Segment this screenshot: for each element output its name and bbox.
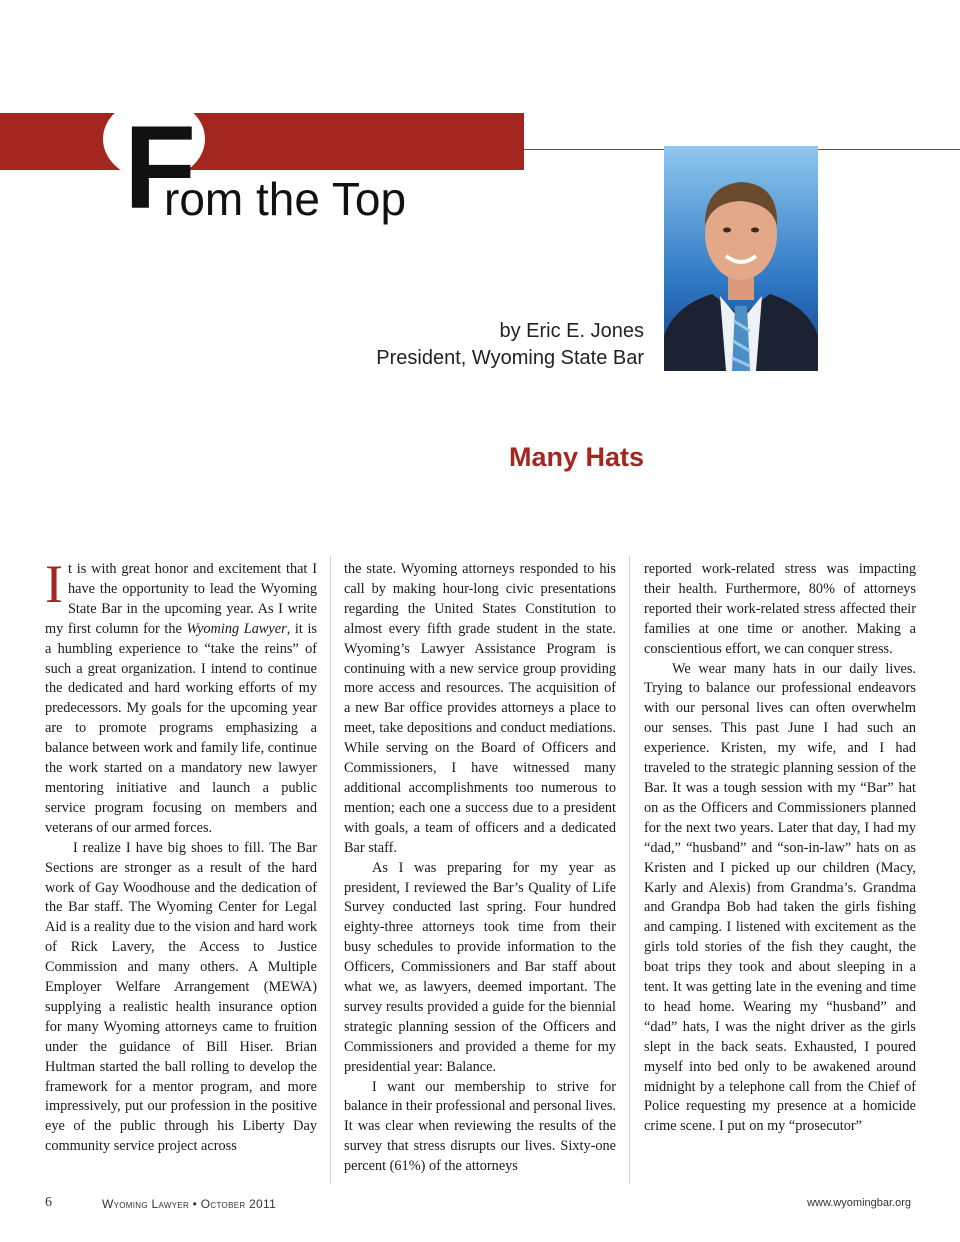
column-divider — [330, 556, 331, 1184]
byline-role: President, Wyoming State Bar — [376, 347, 644, 369]
page-number: 6 — [45, 1195, 52, 1210]
text-column-3 — [644, 560, 916, 1137]
paragraph: the state. Wyoming attorneys responded to his call by making hour-long civic presentations regarding the United States Constitution to almost every fifth grade student in the state. Wyoming’s Lawyer Assistance Program is continuing with a new service group providing more access and resources. The acquisition of a new Bar office provides attorneys a place to meet, take depositions and conduct mediations. While serving on the Board of Officers and Commissioners, I have witnessed many additional accomplishments too numerous to mention; each one a success due to a president with goals, a team of officers and a dedicated Bar staff. — [344, 561, 616, 856]
paragraph: We wear many hats in our daily lives. Trying to balance our professional endeavors with our personal lives can often overwhelm our senses. This past June I had such an experience. Kristen, my wife, and I had traveled to the strategic planning session of the Bar. It was a tough session with my “Bar” hat on as the Officers and Commissioners planned for the next two years. Later that day, I had my “dad,” “husband” and “son-in-law” hats on as Kristen and I picked up our children (Macy, Karly and Alexis) from Grandma’s. Grandma and Grandpa Bob had taken the girls fishing and camping. I listened with excitement as the girls told stories of the fish they caught, the boat trips they took and about sleeping in a tent. It was getting late in the evening and time to head home. Wearing my “husband” and “dad” hats, I was the night driver as the girls slept in the back seats. Exhausted, I poured myself into bed only to be awakened around midnight by a telephone call from the Chief of Police requesting my presence at a homicide crime scene. I put on my “prosecutor” — [644, 660, 916, 1135]
article-title: Many Hats — [508, 442, 644, 472]
header-red-band — [0, 113, 524, 170]
paragraph: As I was preparing for my year as president, I reviewed the Bar’s Quality of Life Survey conducted last spring. Four hundred eighty-three attorneys took time from their busy schedules to provide information to the Officers, Commissioners and Bar staff about what we, as lawyers, deemed important. The survey results provided a guide for the biennial strategic planning session of the Officers and Commissioners and provided a theme for my presidential year: Balance. — [344, 859, 616, 1075]
publication-name: Wyoming Lawyer — [186, 620, 287, 637]
author-portrait-icon — [664, 146, 818, 371]
author-photo — [664, 146, 818, 371]
page-title: rom the Top — [164, 173, 407, 225]
byline-author: by Eric E. Jones — [499, 320, 644, 342]
drop-cap: I — [45, 554, 63, 614]
page-footer — [0, 1195, 960, 1213]
paragraph: I realize I have big shoes to fill. The Bar Sections are stronger as a result of the hard work of Gay Woodhouse and the dedication of the Bar staff. The Wyoming Center for Legal Aid is a reality due to the vision and hard work of Rick Lavery, the Access to Justice Commission and many others. A Multiple Employer Welfare Arrangement (MEWA) supplying a realistic health insurance option for many Wyoming attorneys came to fruition under the guidance of Bill Hiser. Brian Hultman started the ball rolling to develop the framework for a mentor program, and more impressively, put our profession in the positive eye of the public through his Liberty Day community service project across — [45, 839, 317, 1155]
title-initial: F — [124, 102, 195, 234]
byline — [376, 318, 644, 372]
paragraph: It is with great honor and excitement that I have the opportunity to lead the Wyoming State Bar in the upcoming year. As I write my first column for the Wyoming Lawyer, it is a humbling experience to “take the reins” of such a great organization. I intend to continue the dedicated and hard working efforts of my predecessors. My goals for the upcoming year are to promote programs emphasizing a balance between work and family life, continue the work started on a mandatory new lawyer mentoring initiative and launch a public service program focusing on members and veterans of our armed forces. — [45, 554, 317, 836]
text-column-1 — [45, 554, 317, 1157]
column-divider — [629, 556, 630, 1184]
text-column-2 — [344, 560, 616, 1177]
paragraph: reported work-related stress was impacting their health. Furthermore, 80% of attorneys reported their work-related stress affected their families at one time or another. Making a conscientious effort, we can conquer stress. — [644, 561, 916, 657]
issue-label: Wyoming Lawyer • October 2011 — [102, 1197, 277, 1211]
website-link[interactable]: www.wyomingbar.org — [807, 1197, 911, 1209]
paragraph: I want our membership to strive for balance in their professional and personal lives. It was clear when reviewing the results of the survey that stress disrupts our lives. Sixty-one percent (61%) of the attorneys — [344, 1078, 616, 1175]
